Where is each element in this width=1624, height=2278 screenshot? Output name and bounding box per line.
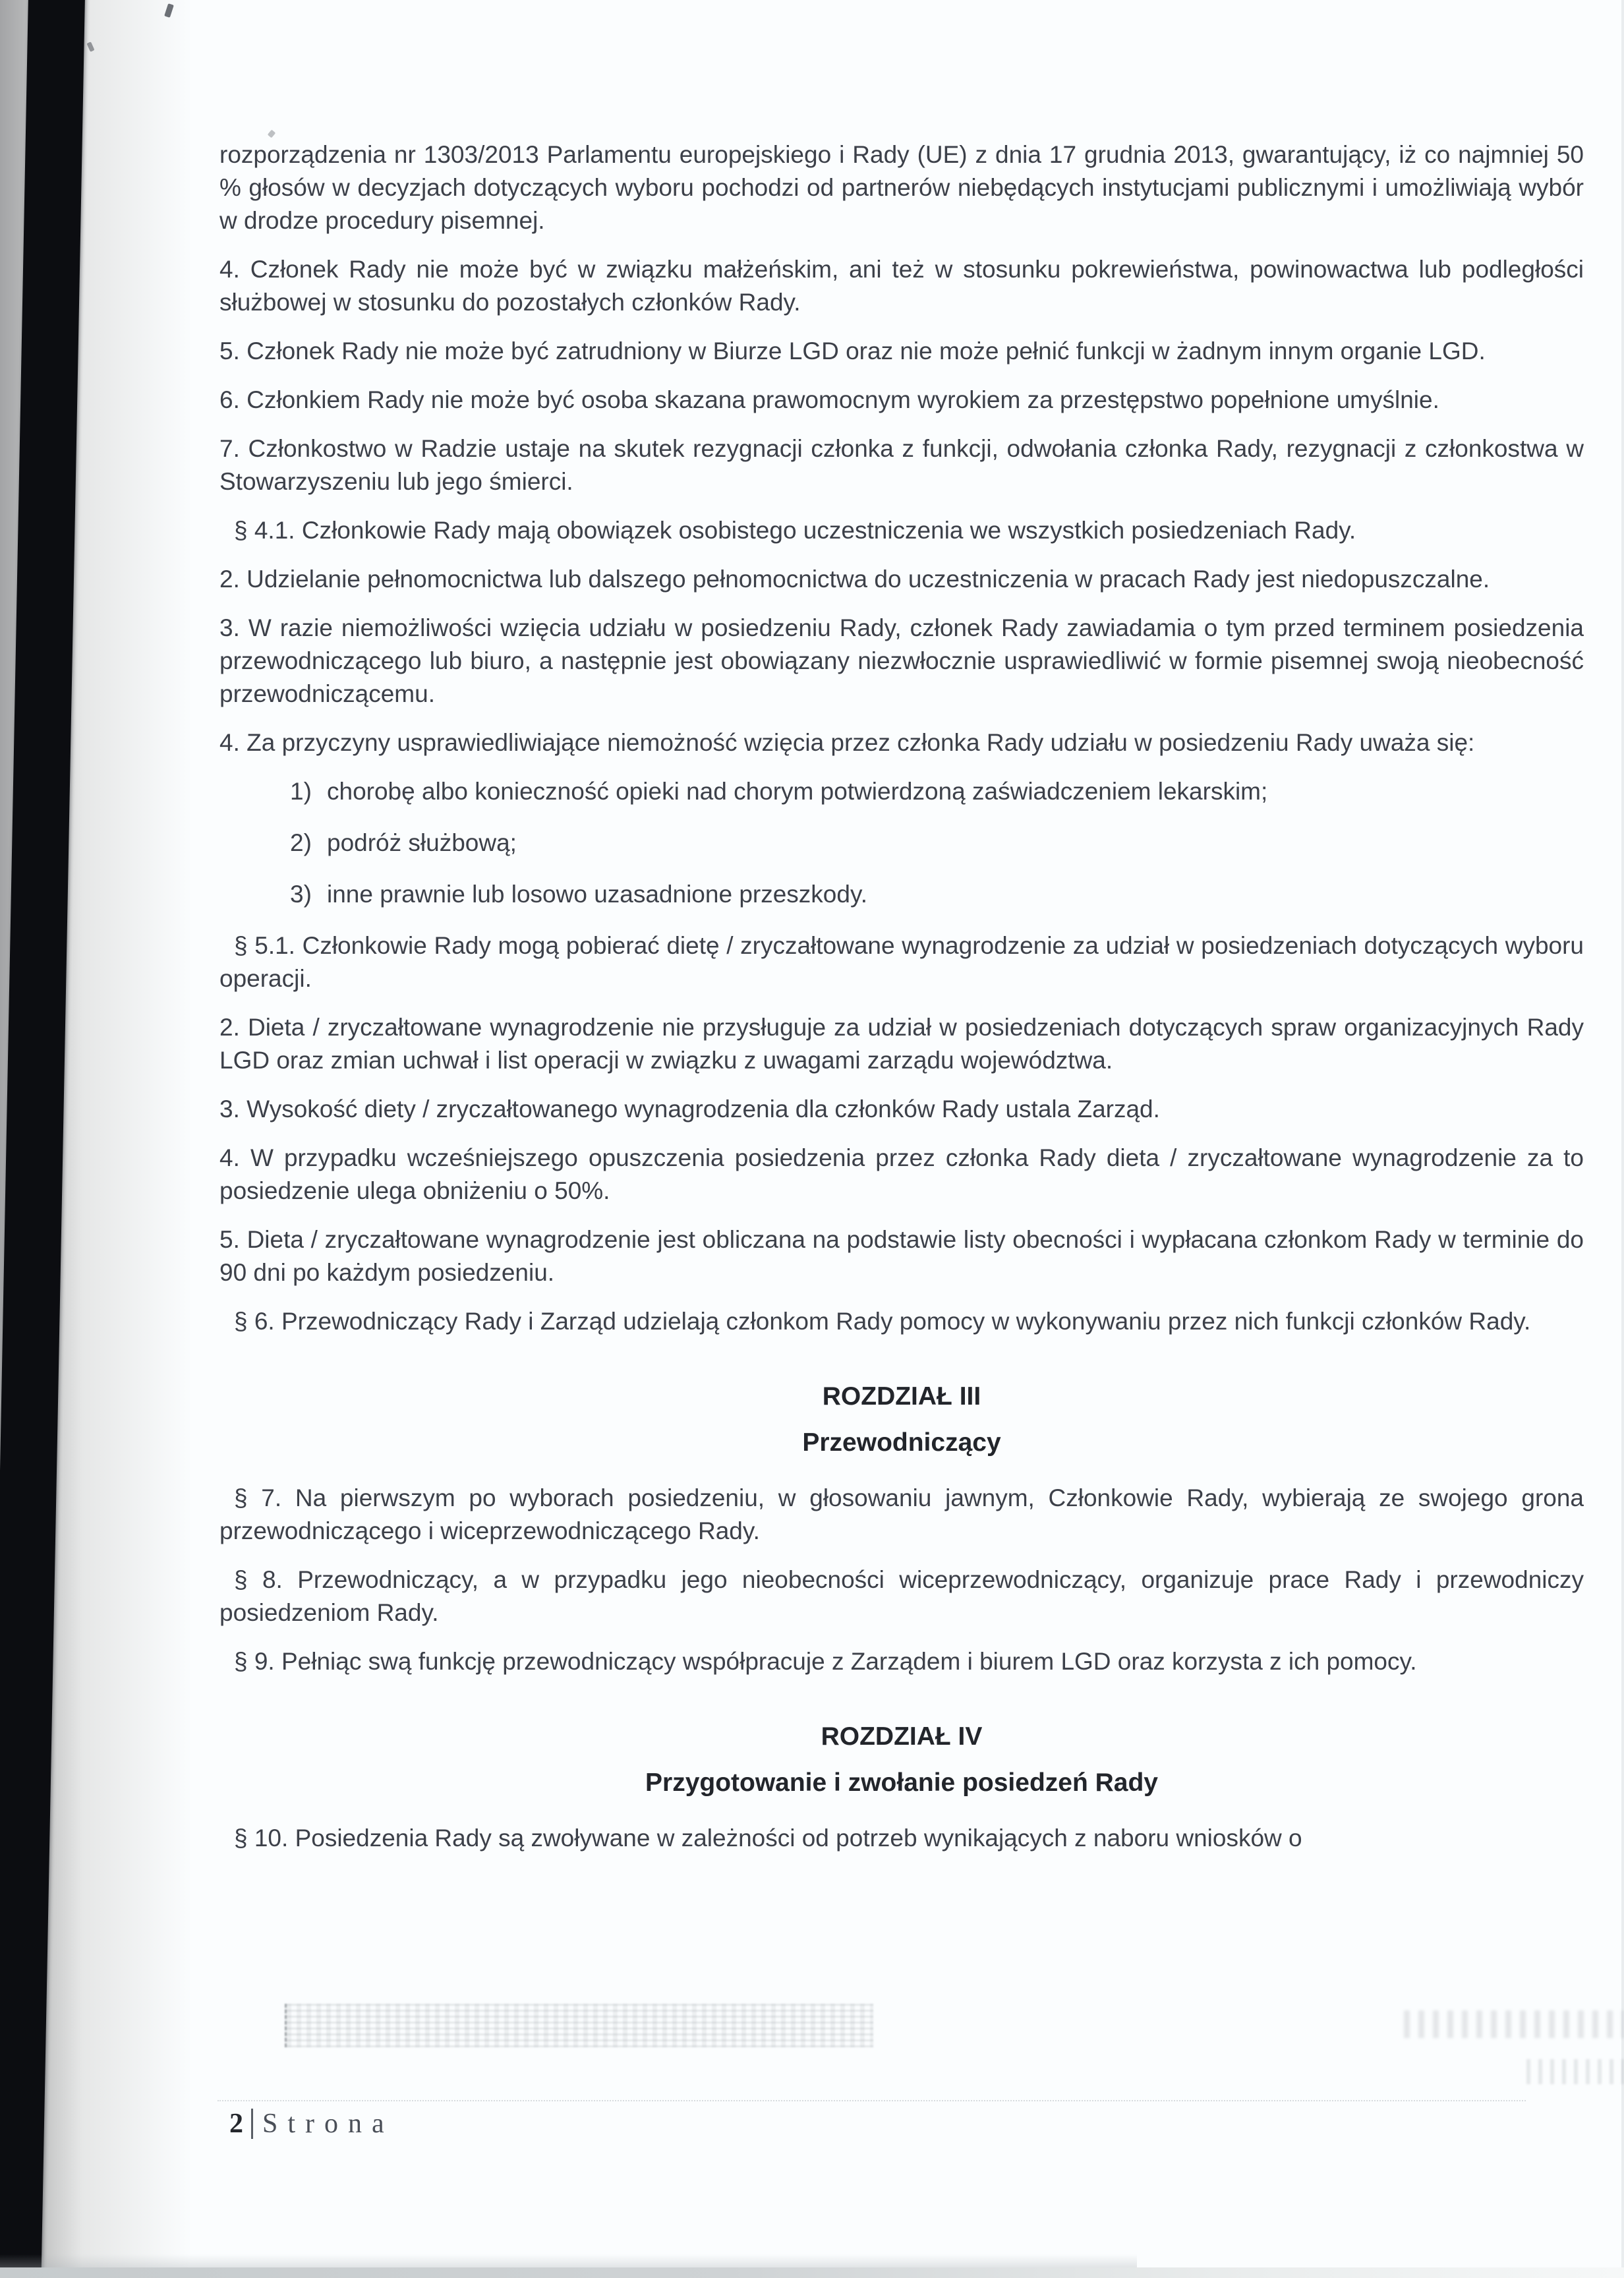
paragraph: 5. Dieta / zryczałtowane wynagrodzenie jest obliczana na podstawie listy obecności i wypłacana członkom Rady w terminie do 90 dni po każdym posiedzeniu. [219, 1226, 1584, 1286]
ghost-text-bleedthrough [1404, 2010, 1624, 2038]
list-item-text: chorobę albo konieczność opieki nad chorym potwierdzoną zaświadczeniem lekarskim; [327, 778, 1268, 805]
paragraph: 2. Dieta / zryczałtowane wynagrodzenie nie przysługuje za udział w posiedzeniach dotyczących spraw organizacyjnych Rady LGD oraz zmian uchwał i list operacji w związku z uwagami zarządu województwa. [219, 1014, 1584, 1074]
section-paragraph: § 8. Przewodniczący, a w przypadku jego nieobecności wiceprzewodniczący, organizuje prace Rady i przewodniczy posiedzeniom Rady. [219, 1566, 1584, 1626]
paragraph: 4. Za przyczyny usprawiedliwiające niemożność wzięcia przez członka Rady udziału w posiedzeniu Rady uważa się: [219, 729, 1475, 756]
list-item-number: 2) [290, 829, 312, 856]
footer-separator [251, 2109, 253, 2139]
paragraph: 6. Członkiem Rady nie może być osoba skazana prawomocnym wyrokiem za przestępstwo popełnione umyślnie. [219, 386, 1439, 413]
scan-speck [268, 130, 276, 138]
paragraph: 7. Członkostwo w Radzie ustaje na skutek rezygnacji członka z funkcji, odwołania członka Rady, rezygnacji z członkostwa w Stowarzyszeniu lub jego śmierci. [219, 435, 1584, 495]
paragraph: 2. Udzielanie pełnomocnictwa lub dalszego pełnomocnictwa do uczestniczenia w pracach Rady jest niedopuszczalne. [219, 566, 1490, 593]
paragraph: 3. W razie niemożliwości wzięcia udziału w posiedzeniu Rady, członek Rady zawiadamia o tym przed terminem posiedzenia przewodniczącego lub biuro, a następnie jest obowiązany niezwłocznie usprawiedliwić w formie pisemnej swoją nieobecność przewodniczącemu. [219, 614, 1584, 707]
list-item-number: 3) [290, 881, 312, 908]
section-paragraph: § 5.1. Członkowie Rady mogą pobierać dietę / zryczałtowane wynagrodzenie za udział w posiedzeniach dotyczących wyboru operacji. [219, 932, 1584, 992]
list-item [219, 827, 1584, 860]
section-paragraph: § 4.1. Członkowie Rady mają obowiązek osobistego uczestniczenia we wszystkich posiedzeniach Rady. [234, 517, 1356, 544]
paragraph: 5. Członek Rady nie może być zatrudniony w Biurze LGD oraz nie może pełnić funkcji w żadnym innym organie LGD. [219, 337, 1486, 365]
section-paragraph: § 10. Posiedzenia Rady są zwoływane w zależności od potrzeb wynikających z naboru wniosków o [234, 1825, 1302, 1852]
paragraph: 4. Członek Rady nie może być w związku małżeńskim, ani też w stosunku pokrewieństwa, powinowactwa lub podległości służbowej w stosunku do pozostałych członków Rady. [219, 256, 1584, 316]
ghost-text-bleedthrough [1526, 2059, 1624, 2084]
paragraph: 4. W przypadku wcześniejszego opuszczenia posiedzenia przez członka Rady dieta / zryczałtowane wynagrodzenie za to posiedzenie ulega obniżeniu o 50%. [219, 1144, 1584, 1204]
bottom-scan-band [0, 2267, 1624, 2278]
list-item-number: 1) [290, 778, 312, 805]
paragraph: rozporządzenia nr 1303/2013 Parlamentu europejskiego i Rady (UE) z dnia 17 grudnia 2013, gwarantujący, iż co najmniej 50 % głosów w decyzjach dotyczących wyboru pochodzi od partnerów niebędących instytucjami publicznymi i umożliwiają wybór w drodze procedury pisemnej. [219, 141, 1584, 234]
list-item [219, 878, 1584, 911]
section-paragraph: § 7. Na pierwszym po wyborach posiedzeniu, w głosowaniu jawnym, Członkowie Rady, wybierają ze swojego grona przewodniczącego i wiceprzewodniczącego Rady. [219, 1484, 1584, 1544]
footer-page-number: 2 [229, 2109, 243, 2139]
bottom-scan-shadow [0, 2254, 1137, 2269]
chapter-subheading: Przewodniczący [802, 1428, 1001, 1457]
list-item [219, 775, 1584, 808]
section-paragraph: § 6. Przewodniczący Rady i Zarząd udzielają członkom Rady pomocy w wykonywaniu przez nich funkcji członków Rady. [234, 1308, 1531, 1335]
chapter-subheading: Przygotowanie i zwołanie posiedzeń Rady [645, 1768, 1158, 1797]
scan-smudge [285, 2004, 873, 2047]
footer-dotted-rule [218, 2100, 1526, 2101]
chapter-heading: ROZDZIAŁ IV [821, 1722, 983, 1751]
scan-right-edge-shadow [1621, 0, 1624, 2278]
list-item-text: podróż służbową; [327, 829, 517, 856]
list-item-text: inne prawnie lub losowo uzasadnione przeszkody. [327, 881, 867, 908]
footer-label: Strona [262, 2109, 394, 2139]
page-footer [229, 2108, 394, 2140]
chapter-heading: ROZDZIAŁ III [822, 1382, 981, 1411]
paragraph: 3. Wysokość diety / zryczałtowanego wynagrodzenia dla członków Rady ustala Zarząd. [219, 1095, 1160, 1123]
document-body [219, 138, 1584, 1871]
section-paragraph: § 9. Pełniąc swą funkcję przewodniczący współpracuje z Zarządem i biurem LGD oraz korzysta z ich pomocy. [234, 1648, 1417, 1675]
